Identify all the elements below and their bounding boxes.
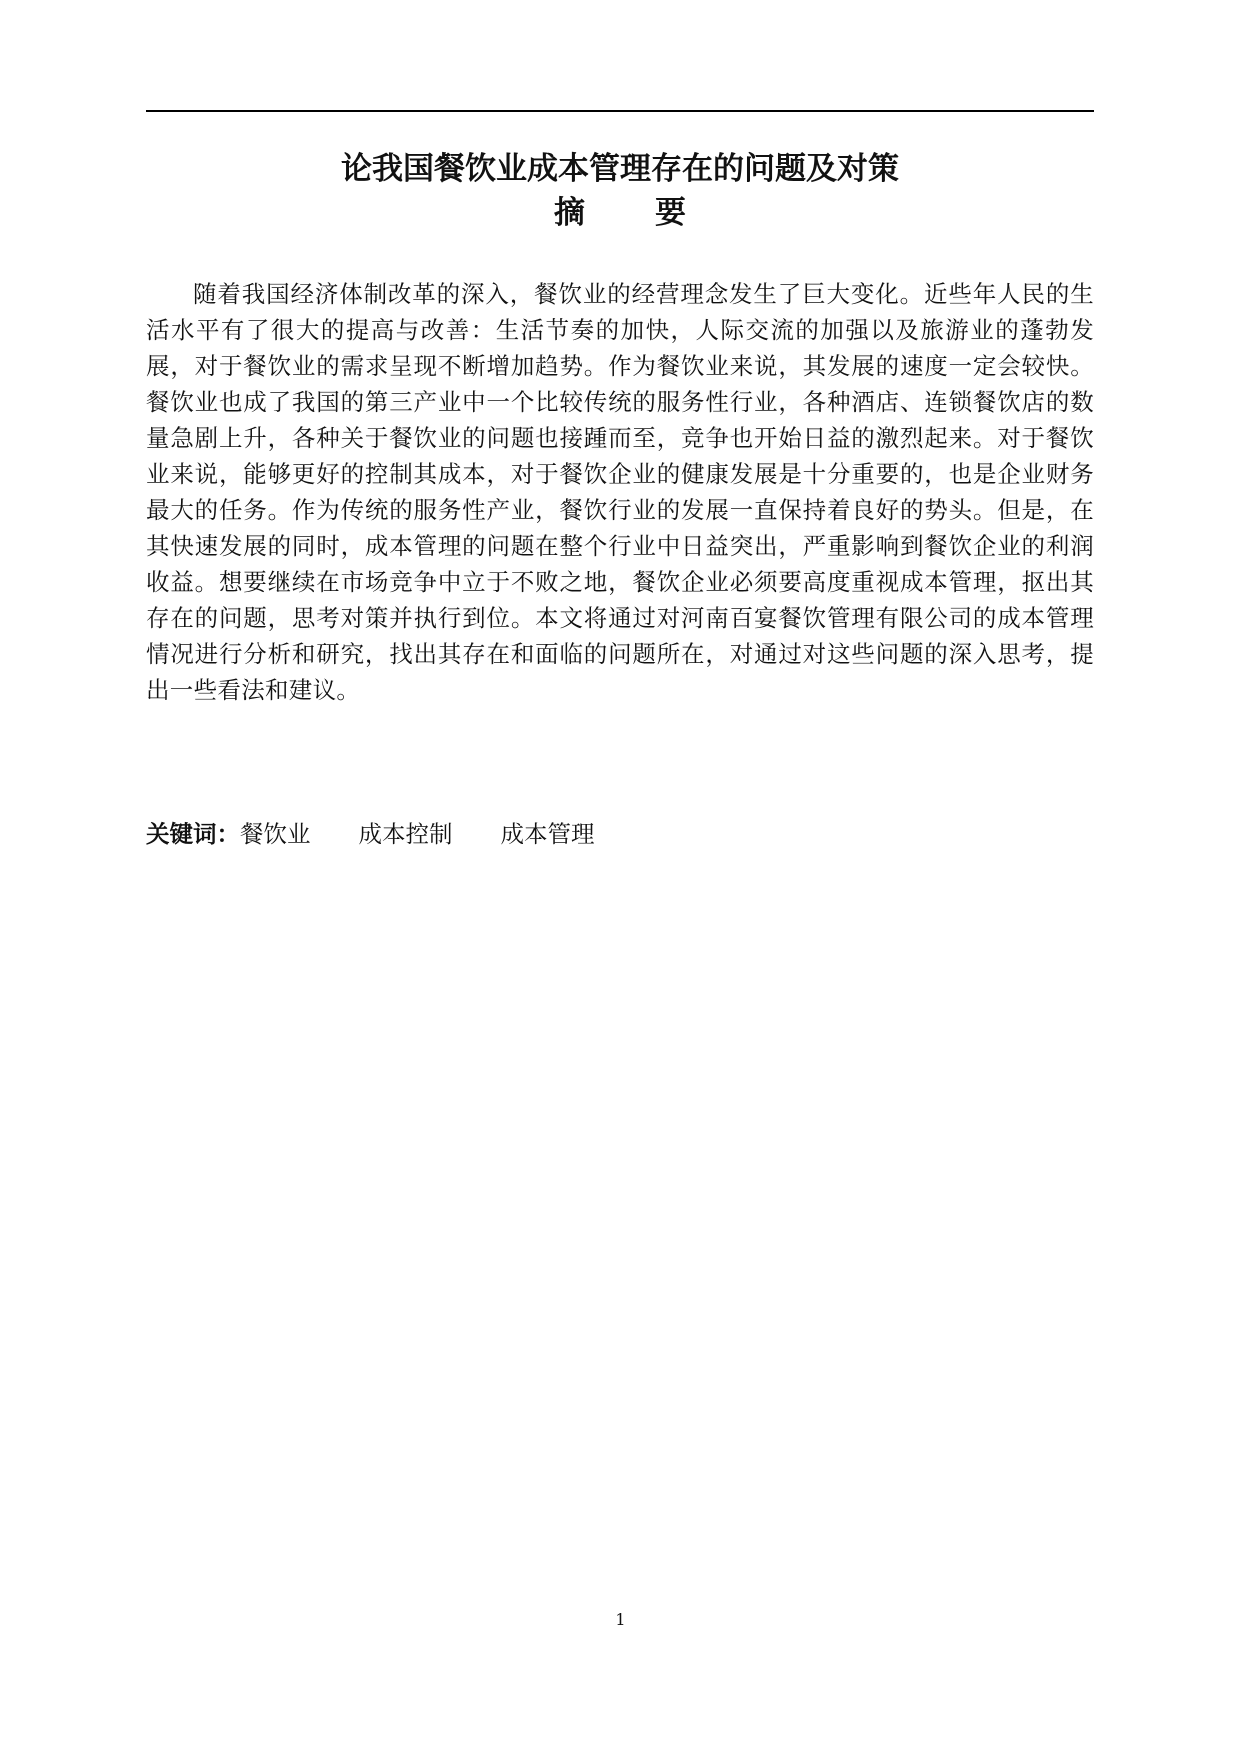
abstract-heading-char-2: 要 (655, 195, 686, 231)
abstract-heading-char-1: 摘 (554, 195, 585, 231)
document-title: 论我国餐饮业成本管理存在的问题及对策 (341, 151, 899, 187)
keyword-item: 成本控制 (358, 820, 453, 848)
abstract-heading (146, 192, 1094, 234)
keywords-line (146, 816, 1094, 852)
abstract-paragraph: 随着我国经济体制改革的深入，餐饮业的经营理念发生了巨大变化。近些年人民的生活水平有了很大的提高与改善：生活节奏的加快，人际交流的加强以及旅游业的蓬勃发展，对于餐饮业的需求呈现不断增加趋势。作为餐饮业来说，其发展的速度一定会较快。餐饮业也成了我国的第三产业中一个比较传统的服务性行业，各种酒店、连锁餐饮店的数量急剧上升，各种关于餐饮业的问题也接踵而至，竞争也开始日益的激烈起来。对于餐饮业来说，能够更好的控制其成本，对于餐饮企业的健康发展是十分重要的，也是企业财务最大的任务。作为传统的服务性产业，餐饮行业的发展一直保持着良好的势头。但是，在其快速发展的同时，成本管理的问题在整个行业中日益突出，严重影响到餐饮企业的利润收益。想要继续在市场竞争中立于不败之地，餐饮企业必须要高度重视成本管理，抠出其存在的问题，思考对策并执行到位。本文将通过对河南百宴餐饮管理有限公司的成本管理情况进行分析和研究，找出其存在和面临的问题所在，对通过对这些问题的深入思考，提出一些看法和建议。 (146, 280, 1094, 704)
header-rule (146, 110, 1094, 112)
page-number: 1 (615, 1610, 626, 1629)
keyword-item: 成本管理 (500, 820, 595, 848)
keywords-label: 关键词： (146, 820, 240, 848)
keyword-item: 餐饮业 (240, 820, 311, 848)
